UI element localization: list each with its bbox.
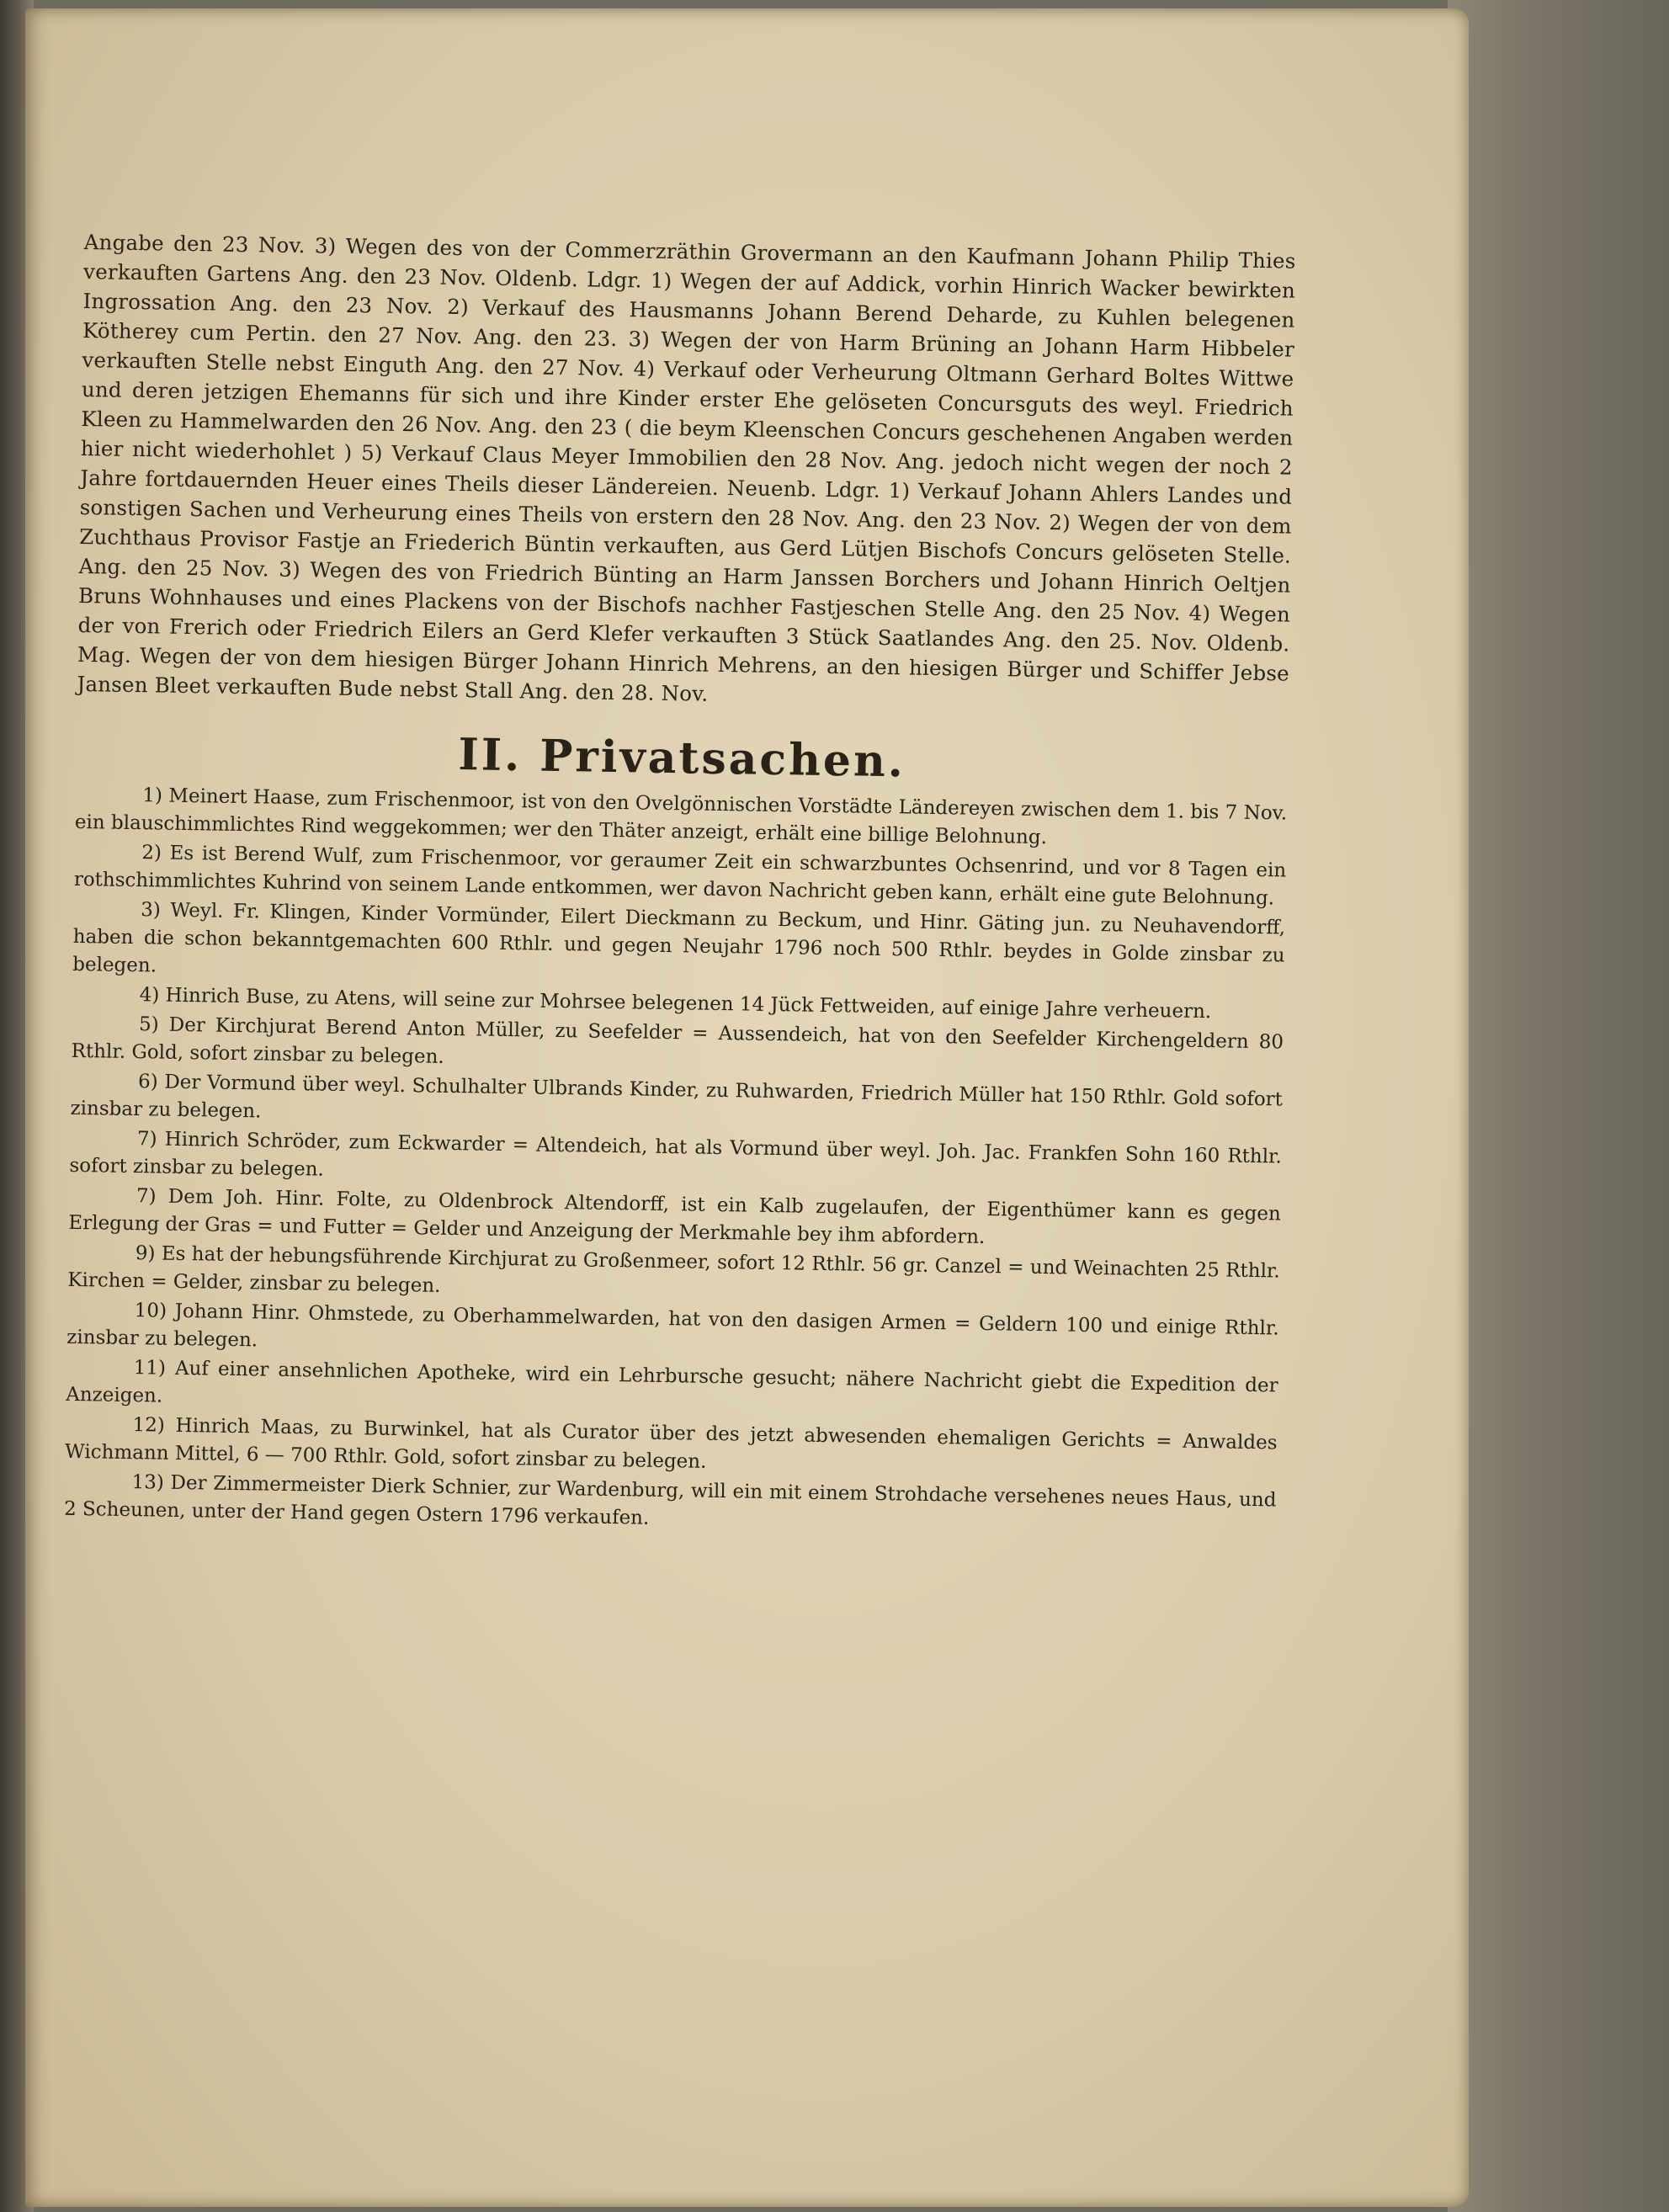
list-item: 2) Es ist Berend Wulf, zum Frischenmoor, vor geraumer Zeit ein schwarzbuntes Ochsenrind, und vor 8 Tagen ein rothschimmlichtes Kuhrind von seinem Lande entkommen, wer davon Nachricht geben kann, erhält eine gute Belohnung. (73, 842, 1287, 910)
list-item: 10) Johann Hinr. Ohmstede, zu Oberhammelwarden, hat von den dasigen Armen = Geldern 100 und einige Rthlr. zinsbar zu belegen. (66, 1300, 1279, 1352)
page-edge (1448, 0, 1669, 2212)
section-heading: II. Privatsachen. (457, 729, 906, 788)
list-item: 12) Hinrich Maas, zu Burwinkel, hat als Curator über des jetzt abwesenden ehemaligen Gerichts = Anwaldes Wichmann Mittel, 6 — 700 Rthlr. Gold, sofort zinsbar zu belegen. (64, 1414, 1278, 1473)
list-item: 5) Der Kirchjurat Berend Anton Müller, zu Seefelder = Aussendeich, hat von den Seefelder Kirchengeldern 80 Rthlr. Gold, sofort zinsbar zu belegen. (71, 1013, 1284, 1068)
announcements-paragraph: Angabe den 23 Nov. 3) Wegen des von der Commerzräthin Grovermann an den Kaufmann Johann Philip Thies verkauften Gartens Ang. den 23 Nov. Oldenb. Ldgr. 1) Wegen der auf Addick, vorhin Hinrich Wacker bewirkten Ingrossation Ang. den 23 Nov. 2) Verkauf des Hausmanns Johann Berend Deharde, zu Kuhlen belegenen Kötherey cum Pertin. den 27 Nov. Ang. den 23. 3) Wegen der von Harm Brüning an Johann Harm Hibbeler verkauften Stelle nebst Einguth Ang. den 27 Nov. 4) Verkauf oder Verheurung Oltmann Gerhard Boltes Wittwe und deren jetzigen Ehemanns für sich und ihre Kinder erster Ehe gelöseten Concursguts des weyl. Friedrich Kleen zu Hammelwarden den 26 Nov. Ang. den 23 ( die beym Kleenschen Concurs geschehenen Angaben werden hier nicht wiederhohlet ) 5) Verkauf Claus Meyer Immobilien den 28 Nov. Ang. jedoch nicht wegen der noch 2 Jahre fortdauernden Heuer eines Theils dieser Ländereien. Neuenb. Ldgr. 1) Verkauf Johann Ahlers Landes und sonstigen Sachen und Verheurung eines Theils von erstern den 28 Nov. Ang. den 23 Nov. 2) Wegen der von dem Zuchthaus Provisor Fastje an Friederich Büntin verkauften, aus Gerd Lütjen Bischofs Concurs gelöseten Stelle. Ang. den 25 Nov. 3) Wegen des von Friedrich Bünting an Harm Janssen Borchers und Johann Hinrich Oeltjen Bruns Wohnhauses und eines Plackens von der Bischofs nachher Fastjeschen Stelle Ang. den 25 Nov. 4) Wegen der von Frerich oder Friedrich Eilers an Gerd Klefer verkauften 3 Stück Saatlandes Ang. den 25. Nov. Oldenb. Mag. Wegen der von dem hiesigen Bürger Johann Hinrich Mehrens, an den hiesigen Bürger und Schiffer Jebse Jansen Bleet verkauften Bude nebst Stall Ang. den 28. Nov. (77, 229, 1296, 706)
list-item: 11) Auf einer ansehnlichen Apotheke, wird ein Lehrbursche gesucht; nähere Nachricht giebt die Expedition der Anzeigen. (66, 1357, 1278, 1407)
list-item: 13) Der Zimmermeister Dierk Schnier, zur Wardenburg, will ein mit einem Strohdache versehenes neues Haus, und 2 Scheunen, unter der Hand gegen Ostern 1796 verkaufen. (63, 1471, 1277, 1529)
list-item: 7) Dem Joh. Hinr. Folte, zu Oldenbrock Altendorff, ist ein Kalb zugelaufen, der Eigenthümer kann es gegen Erlegung der Gras = und Futter = Gelder und Anzeigung der Merkmahle bey ihm abfordern. (68, 1185, 1281, 1248)
list-item: 1) Meinert Haase, zum Frischenmoor, ist von den Ovelgönnischen Vorstädte Ländereyen zwischen dem 1. bis 7 Nov. ein blauschimmlichtes Rind weggekommen; wer den Thäter anzeigt, erhält eine billige Belohnung. (74, 784, 1288, 849)
list-item: 7) Hinrich Schröder, zum Eckwarder = Altendeich, hat als Vormund über weyl. Joh. Jac. Frankfen Sohn 160 Rthlr. sofort zinsbar zu belegen. (69, 1128, 1283, 1181)
list-item: 3) Weyl. Fr. Klingen, Kinder Vormünder, Eilert Dieckmann zu Beckum, und Hinr. Gäting jun. zu Neuhavendorff, haben die schon bekanntgemachten 600 Rthlr. und gegen Neujahr 1796 noch 500 Rthlr. beydes in Golde zinsbar zu belegen. (72, 899, 1286, 977)
book-page (25, 8, 1469, 2207)
list-item: 6) Der Vormund über weyl. Schulhalter Ulbrands Kinder, zu Ruhwarden, Friedrich Müller hat 150 Rthlr. Gold sofort zinsbar zu belegen. (70, 1071, 1284, 1123)
list-item: 4) Hinrich Buse, zu Atens, will seine zur Mohrsee belegenen 14 Jück Fettweiden, auf einige Jahre verheuern. (139, 984, 1212, 1024)
list-item: 9) Es hat der hebungsführende Kirchjurat zu Großenmeer, sofort 12 Rthlr. 56 gr. Canzel = und Weinachten 25 Rthlr. Kirchen = Gelder, zinsbar zu belegen. (67, 1242, 1280, 1297)
page-content (58, 227, 1296, 1929)
